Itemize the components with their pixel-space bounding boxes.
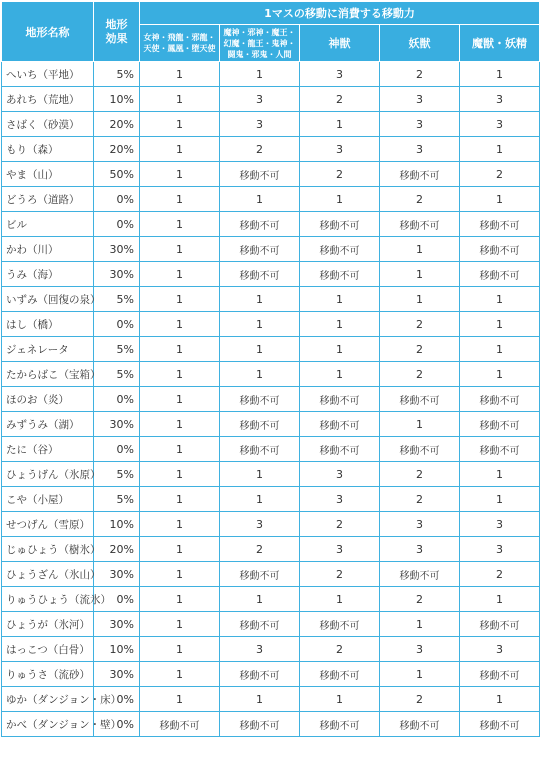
table-row bbox=[2, 162, 540, 187]
table-row bbox=[2, 587, 540, 612]
movement-cost-cell: 1 bbox=[140, 312, 220, 337]
terrain-effect-cell: 20% bbox=[94, 112, 140, 137]
terrain-name-cell: こや（小屋） bbox=[2, 487, 94, 512]
movement-cost-cell: 1 bbox=[220, 687, 300, 712]
movement-cost-cell: 2 bbox=[380, 362, 460, 387]
terrain-effect-cell: 5% bbox=[94, 62, 140, 87]
movement-cost-cell: 1 bbox=[220, 487, 300, 512]
terrain-effect-cell: 5% bbox=[94, 337, 140, 362]
movement-cost-cell: 1 bbox=[300, 287, 380, 312]
terrain-name-cell: かべ（ダンジョン・壁） bbox=[2, 712, 94, 737]
movement-cost-cell: 1 bbox=[140, 587, 220, 612]
movement-cost-cell: 1 bbox=[140, 612, 220, 637]
movement-cost-cell: 3 bbox=[380, 112, 460, 137]
terrain-name-cell: ビル bbox=[2, 212, 94, 237]
movement-cost-cell: 1 bbox=[460, 312, 540, 337]
movement-cost-cell: 2 bbox=[380, 62, 460, 87]
terrain-effect-cell: 0% bbox=[94, 587, 140, 612]
movement-cost-cell: 移動不可 bbox=[380, 437, 460, 462]
table-row bbox=[2, 237, 540, 262]
terrain-name-cell: せつげん（雪原） bbox=[2, 512, 94, 537]
terrain-name-cell: ほのお（炎） bbox=[2, 387, 94, 412]
table-row bbox=[2, 262, 540, 287]
table-row bbox=[2, 612, 540, 637]
movement-cost-cell: 2 bbox=[300, 637, 380, 662]
movement-cost-cell: 移動不可 bbox=[220, 662, 300, 687]
terrain-name-cell: りゅうさ（流砂） bbox=[2, 662, 94, 687]
movement-cost-cell: 1 bbox=[140, 112, 220, 137]
movement-cost-cell: 1 bbox=[140, 162, 220, 187]
header-col-line: 闘鬼・邪鬼・人間 bbox=[227, 49, 292, 59]
header-col-demon-group bbox=[220, 25, 300, 62]
movement-cost-cell: 移動不可 bbox=[220, 162, 300, 187]
movement-cost-cell: 2 bbox=[220, 537, 300, 562]
movement-cost-cell: 移動不可 bbox=[300, 662, 380, 687]
terrain-effect-cell: 0% bbox=[94, 187, 140, 212]
movement-cost-cell: 1 bbox=[380, 612, 460, 637]
movement-cost-cell: 1 bbox=[140, 187, 220, 212]
movement-cost-cell: 3 bbox=[300, 62, 380, 87]
movement-cost-cell: 移動不可 bbox=[380, 562, 460, 587]
movement-cost-cell: 移動不可 bbox=[460, 262, 540, 287]
terrain-effect-cell: 0% bbox=[94, 712, 140, 737]
movement-cost-cell: 1 bbox=[140, 137, 220, 162]
movement-cost-cell: 1 bbox=[220, 312, 300, 337]
movement-cost-cell: 1 bbox=[140, 337, 220, 362]
movement-cost-cell: 移動不可 bbox=[460, 212, 540, 237]
movement-cost-cell: 2 bbox=[460, 562, 540, 587]
movement-cost-cell: 1 bbox=[220, 62, 300, 87]
header-col-goddess-group bbox=[140, 25, 220, 62]
movement-cost-cell: 3 bbox=[380, 512, 460, 537]
terrain-name-cell: ジェネレータ bbox=[2, 337, 94, 362]
movement-cost-cell: 3 bbox=[300, 537, 380, 562]
movement-cost-cell: 1 bbox=[380, 262, 460, 287]
table-row bbox=[2, 437, 540, 462]
terrain-effect-cell: 0% bbox=[94, 687, 140, 712]
movement-cost-cell: 移動不可 bbox=[460, 437, 540, 462]
table-body bbox=[2, 62, 540, 737]
movement-cost-cell: 移動不可 bbox=[380, 162, 460, 187]
movement-cost-cell: 移動不可 bbox=[220, 212, 300, 237]
terrain-effect-cell: 30% bbox=[94, 412, 140, 437]
terrain-effect-cell: 5% bbox=[94, 462, 140, 487]
movement-cost-cell: 移動不可 bbox=[460, 712, 540, 737]
table-row bbox=[2, 337, 540, 362]
terrain-effect-cell: 0% bbox=[94, 387, 140, 412]
movement-cost-cell: 1 bbox=[300, 587, 380, 612]
header-terrain-effect bbox=[94, 2, 140, 62]
table-row bbox=[2, 187, 540, 212]
movement-cost-cell: 1 bbox=[140, 387, 220, 412]
movement-cost-cell: 移動不可 bbox=[460, 662, 540, 687]
movement-cost-cell: 2 bbox=[220, 137, 300, 162]
terrain-effect-cell: 10% bbox=[94, 512, 140, 537]
movement-cost-cell: 1 bbox=[460, 187, 540, 212]
movement-cost-cell: 1 bbox=[460, 137, 540, 162]
table-row bbox=[2, 637, 540, 662]
terrain-name-cell: いずみ（回復の泉） bbox=[2, 287, 94, 312]
table-row bbox=[2, 287, 540, 312]
movement-cost-cell: 3 bbox=[220, 112, 300, 137]
terrain-name-cell: どうろ（道路） bbox=[2, 187, 94, 212]
table-row bbox=[2, 537, 540, 562]
movement-cost-cell: 移動不可 bbox=[380, 387, 460, 412]
terrain-name-cell: ひょうげん（氷原） bbox=[2, 462, 94, 487]
movement-cost-cell: 移動不可 bbox=[220, 262, 300, 287]
terrain-effect-cell: 0% bbox=[94, 312, 140, 337]
terrain-effect-cell: 0% bbox=[94, 212, 140, 237]
movement-cost-cell: 1 bbox=[140, 237, 220, 262]
movement-cost-cell: 3 bbox=[460, 87, 540, 112]
table-row bbox=[2, 87, 540, 112]
movement-cost-cell: 1 bbox=[380, 287, 460, 312]
header-col-line: 女神・飛龍・邪龍・ bbox=[143, 33, 216, 42]
movement-cost-cell: 3 bbox=[460, 112, 540, 137]
header-row-top bbox=[2, 2, 540, 25]
terrain-name-cell: じゅひょう（樹氷） bbox=[2, 537, 94, 562]
terrain-movement-table bbox=[1, 1, 540, 737]
movement-cost-cell: 1 bbox=[460, 462, 540, 487]
movement-cost-cell: 移動不可 bbox=[300, 262, 380, 287]
movement-cost-cell: 1 bbox=[220, 187, 300, 212]
terrain-name-cell: あれち（荒地） bbox=[2, 87, 94, 112]
table-row bbox=[2, 562, 540, 587]
movement-cost-cell: 1 bbox=[380, 662, 460, 687]
table-row bbox=[2, 712, 540, 737]
movement-cost-cell: 1 bbox=[140, 512, 220, 537]
movement-cost-cell: 移動不可 bbox=[300, 612, 380, 637]
movement-cost-cell: 1 bbox=[300, 187, 380, 212]
movement-cost-cell: 1 bbox=[140, 87, 220, 112]
terrain-effect-cell: 5% bbox=[94, 287, 140, 312]
movement-cost-cell: 1 bbox=[300, 312, 380, 337]
terrain-effect-cell: 30% bbox=[94, 237, 140, 262]
movement-cost-cell: 3 bbox=[460, 512, 540, 537]
movement-cost-cell: 1 bbox=[300, 362, 380, 387]
movement-cost-cell: 移動不可 bbox=[300, 412, 380, 437]
movement-cost-cell: 3 bbox=[460, 637, 540, 662]
table-row bbox=[2, 412, 540, 437]
terrain-effect-cell: 10% bbox=[94, 87, 140, 112]
movement-cost-cell: 移動不可 bbox=[220, 712, 300, 737]
movement-cost-cell: 3 bbox=[220, 637, 300, 662]
table-row bbox=[2, 362, 540, 387]
terrain-name-cell: りゅうひょう（流氷） bbox=[2, 587, 94, 612]
table-row bbox=[2, 462, 540, 487]
terrain-name-cell: はっこつ（白骨） bbox=[2, 637, 94, 662]
movement-cost-cell: 1 bbox=[140, 562, 220, 587]
movement-cost-cell: 3 bbox=[380, 537, 460, 562]
terrain-effect-cell: 30% bbox=[94, 612, 140, 637]
header-movement-cost: 1マスの移動に消費する移動力 bbox=[140, 2, 540, 25]
movement-cost-cell: 3 bbox=[300, 487, 380, 512]
terrain-effect-cell: 0% bbox=[94, 437, 140, 462]
movement-cost-cell: 2 bbox=[460, 162, 540, 187]
movement-cost-cell: 3 bbox=[300, 137, 380, 162]
table-row bbox=[2, 662, 540, 687]
table-row bbox=[2, 687, 540, 712]
movement-cost-cell: 移動不可 bbox=[460, 412, 540, 437]
movement-cost-cell: 3 bbox=[380, 637, 460, 662]
movement-cost-cell: 移動不可 bbox=[380, 212, 460, 237]
movement-cost-cell: 1 bbox=[460, 62, 540, 87]
movement-cost-cell: 移動不可 bbox=[220, 562, 300, 587]
movement-cost-cell: 1 bbox=[140, 362, 220, 387]
movement-cost-cell: 1 bbox=[140, 537, 220, 562]
movement-cost-cell: 1 bbox=[460, 337, 540, 362]
terrain-effect-cell: 50% bbox=[94, 162, 140, 187]
terrain-name-cell: たに（谷） bbox=[2, 437, 94, 462]
movement-cost-cell: 2 bbox=[300, 512, 380, 537]
movement-cost-cell: 移動不可 bbox=[220, 387, 300, 412]
movement-cost-cell: 1 bbox=[220, 462, 300, 487]
movement-cost-cell: 2 bbox=[300, 87, 380, 112]
movement-cost-cell: 移動不可 bbox=[300, 437, 380, 462]
header-terrain-name: 地形名称 bbox=[2, 2, 94, 62]
movement-cost-cell: 2 bbox=[300, 162, 380, 187]
movement-cost-cell: 移動不可 bbox=[300, 712, 380, 737]
header-col-line: 魔神・邪神・魔王・ bbox=[223, 27, 296, 37]
table-row bbox=[2, 62, 540, 87]
terrain-name-cell: かわ（川） bbox=[2, 237, 94, 262]
terrain-table-container bbox=[1, 1, 540, 737]
movement-cost-cell: 移動不可 bbox=[140, 712, 220, 737]
header-col-line: 天使・鳳凰・堕天使 bbox=[143, 44, 216, 53]
table-row bbox=[2, 487, 540, 512]
header-col-line: 幻魔・龍王・鬼神・ bbox=[223, 38, 296, 48]
movement-cost-cell: 移動不可 bbox=[300, 387, 380, 412]
movement-cost-cell: 1 bbox=[300, 337, 380, 362]
movement-cost-cell: 1 bbox=[220, 287, 300, 312]
table-row bbox=[2, 137, 540, 162]
header-col-divine-beast: 神獣 bbox=[300, 25, 380, 62]
header-effect-line1: 地形 bbox=[105, 17, 128, 31]
movement-cost-cell: 移動不可 bbox=[220, 437, 300, 462]
terrain-effect-cell: 30% bbox=[94, 562, 140, 587]
terrain-name-cell: ゆか（ダンジョン・床） bbox=[2, 687, 94, 712]
movement-cost-cell: 1 bbox=[220, 337, 300, 362]
movement-cost-cell: 1 bbox=[460, 487, 540, 512]
movement-cost-cell: 移動不可 bbox=[380, 712, 460, 737]
terrain-name-cell: もり（森） bbox=[2, 137, 94, 162]
movement-cost-cell: 1 bbox=[140, 212, 220, 237]
movement-cost-cell: 移動不可 bbox=[220, 412, 300, 437]
terrain-name-cell: みずうみ（湖） bbox=[2, 412, 94, 437]
terrain-name-cell: たからばこ（宝箱） bbox=[2, 362, 94, 387]
table-row bbox=[2, 112, 540, 137]
movement-cost-cell: 1 bbox=[380, 412, 460, 437]
movement-cost-cell: 3 bbox=[460, 537, 540, 562]
movement-cost-cell: 3 bbox=[300, 462, 380, 487]
movement-cost-cell: 2 bbox=[380, 462, 460, 487]
terrain-effect-cell: 5% bbox=[94, 362, 140, 387]
movement-cost-cell: 3 bbox=[380, 87, 460, 112]
header-col-wild-beast: 妖獣 bbox=[380, 25, 460, 62]
movement-cost-cell: 2 bbox=[380, 187, 460, 212]
movement-cost-cell: 移動不可 bbox=[460, 612, 540, 637]
movement-cost-cell: 1 bbox=[140, 437, 220, 462]
movement-cost-cell: 移動不可 bbox=[460, 237, 540, 262]
movement-cost-cell: 2 bbox=[380, 687, 460, 712]
movement-cost-cell: 1 bbox=[140, 462, 220, 487]
header-col-demon-beast-fairy: 魔獣・妖精 bbox=[460, 25, 540, 62]
movement-cost-cell: 1 bbox=[300, 687, 380, 712]
terrain-effect-cell: 5% bbox=[94, 487, 140, 512]
terrain-effect-cell: 30% bbox=[94, 662, 140, 687]
table-row bbox=[2, 312, 540, 337]
terrain-effect-cell: 20% bbox=[94, 537, 140, 562]
movement-cost-cell: 1 bbox=[300, 112, 380, 137]
movement-cost-cell: 1 bbox=[460, 362, 540, 387]
terrain-name-cell: やま（山） bbox=[2, 162, 94, 187]
movement-cost-cell: 3 bbox=[380, 137, 460, 162]
movement-cost-cell: 移動不可 bbox=[300, 212, 380, 237]
movement-cost-cell: 移動不可 bbox=[220, 237, 300, 262]
movement-cost-cell: 1 bbox=[460, 687, 540, 712]
movement-cost-cell: 2 bbox=[380, 587, 460, 612]
movement-cost-cell: 移動不可 bbox=[460, 387, 540, 412]
movement-cost-cell: 1 bbox=[380, 237, 460, 262]
terrain-name-cell: へいち（平地） bbox=[2, 62, 94, 87]
movement-cost-cell: 1 bbox=[220, 362, 300, 387]
movement-cost-cell: 1 bbox=[140, 262, 220, 287]
header-effect-line2: 効果 bbox=[105, 31, 128, 45]
movement-cost-cell: 2 bbox=[380, 337, 460, 362]
movement-cost-cell: 1 bbox=[140, 412, 220, 437]
movement-cost-cell: 1 bbox=[460, 587, 540, 612]
table-row bbox=[2, 387, 540, 412]
terrain-effect-cell: 10% bbox=[94, 637, 140, 662]
terrain-name-cell: さばく（砂漠） bbox=[2, 112, 94, 137]
terrain-effect-cell: 20% bbox=[94, 137, 140, 162]
movement-cost-cell: 1 bbox=[140, 637, 220, 662]
terrain-name-cell: ひょうが（氷河） bbox=[2, 612, 94, 637]
movement-cost-cell: 1 bbox=[140, 687, 220, 712]
terrain-name-cell: うみ（海） bbox=[2, 262, 94, 287]
movement-cost-cell: 2 bbox=[380, 312, 460, 337]
movement-cost-cell: 1 bbox=[140, 62, 220, 87]
movement-cost-cell: 1 bbox=[140, 662, 220, 687]
movement-cost-cell: 1 bbox=[460, 287, 540, 312]
movement-cost-cell: 2 bbox=[300, 562, 380, 587]
movement-cost-cell: 3 bbox=[220, 512, 300, 537]
movement-cost-cell: 1 bbox=[140, 487, 220, 512]
movement-cost-cell: 3 bbox=[220, 87, 300, 112]
terrain-name-cell: はし（橋） bbox=[2, 312, 94, 337]
table-row bbox=[2, 512, 540, 537]
terrain-name-cell: ひょうざん（氷山） bbox=[2, 562, 94, 587]
movement-cost-cell: 2 bbox=[380, 487, 460, 512]
movement-cost-cell: 移動不可 bbox=[300, 237, 380, 262]
terrain-effect-cell: 30% bbox=[94, 262, 140, 287]
movement-cost-cell: 1 bbox=[220, 587, 300, 612]
movement-cost-cell: 移動不可 bbox=[220, 612, 300, 637]
movement-cost-cell: 1 bbox=[140, 287, 220, 312]
table-row bbox=[2, 212, 540, 237]
